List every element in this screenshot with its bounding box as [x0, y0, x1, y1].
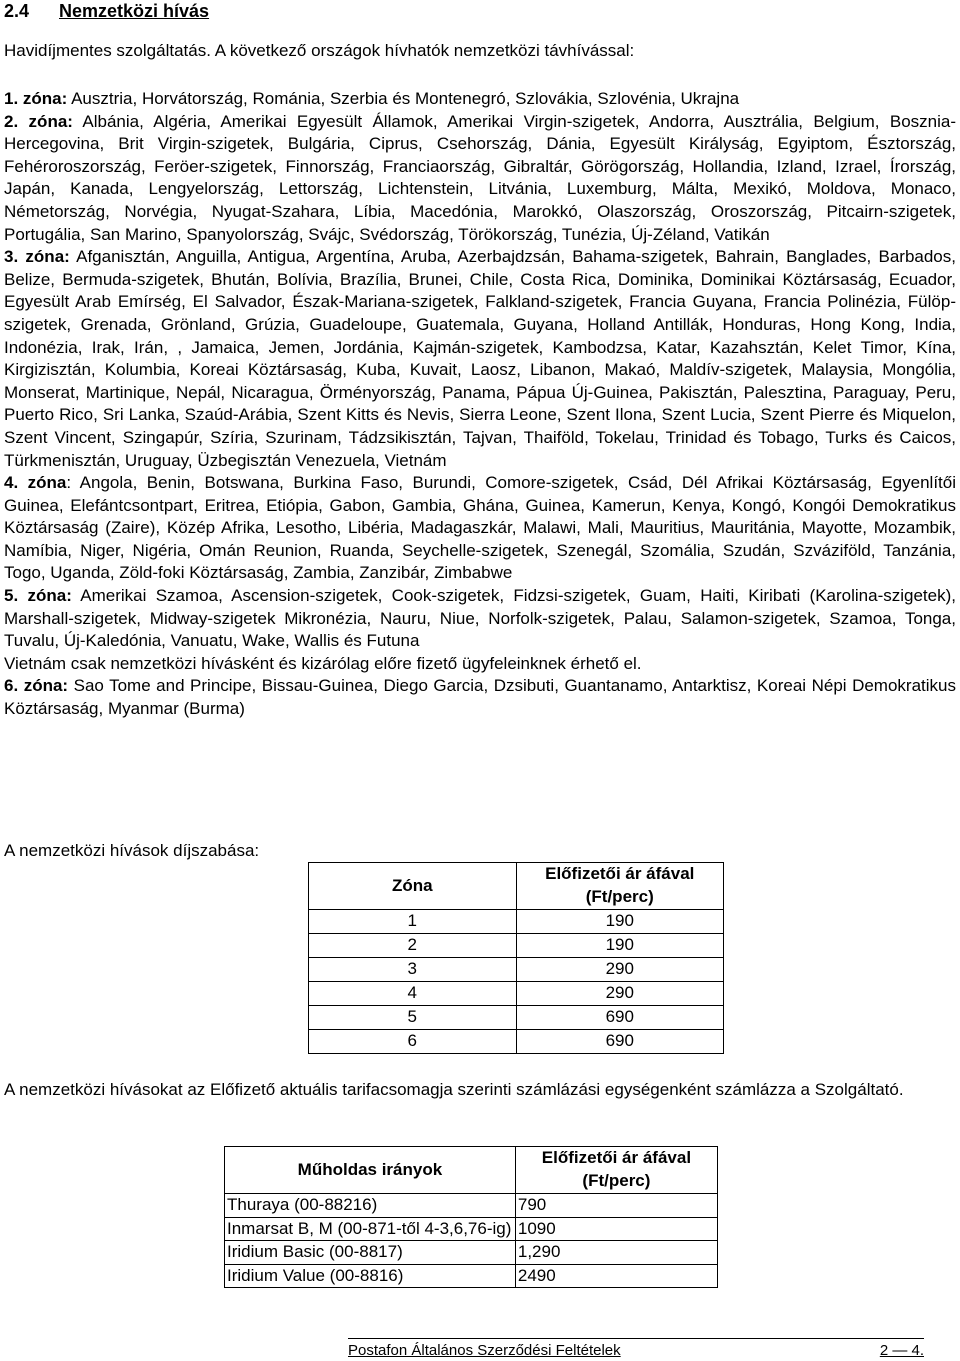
- zone-paragraph: [4, 675, 956, 720]
- zone-paragraph: [4, 472, 956, 585]
- zone-label: 6. zóna:: [4, 676, 69, 696]
- table-header: Zóna: [309, 863, 517, 910]
- table-cell: 690: [516, 1030, 724, 1054]
- zone-list: [4, 88, 956, 721]
- table-cell: 2490: [515, 1264, 717, 1288]
- table-row: [225, 1217, 718, 1241]
- table-row: [225, 1264, 718, 1288]
- footer-page-number: 2 — 4.: [879, 1342, 924, 1359]
- table-header-row: [225, 1147, 718, 1194]
- table-cell: 690: [516, 1006, 724, 1030]
- table-cell: 290: [516, 958, 724, 982]
- table-header: Előfizetői ár áfával (Ft/perc): [515, 1147, 717, 1194]
- table-row: [309, 910, 724, 934]
- zone-countries: Afganisztán, Anguilla, Antigua, Argentína, Aruba, Azerbajdzsán, Bahama-szigetek, Bahrain, Banglades, Barbados, Belize, Bermuda-szigetek, Bhután, Bolívia, Brazília, Brunei, Chile, Costa Rica, Dominika, Dominikai Köztársaság, Ecuador, Egyesült Arab Emírség, El Salvador, Észak-Mariana-szigetek, Falkland-szigetek, Francia Guyana, Francia Polinézia, Fülöp-szigetek, Grenada, Grönland, Grúzia, Guadeloupe, Guatemala, Guyana, Holland Antillák, Honduras, Hong Kong, India, Indonézia, Irak, Irán, , Jamaica, Jemen, Jordánia, Kajmán-szigetek, Kambodzsa, Katar, Kazahsztán, Kelet Timor, Kína, Kirgizisztán, Kolumbia, Koreai Köztársaság, Kuba, Kuvait, Laosz, Libanon, Makaó, Maldív-szigetek, Malaysia, Mongólia, Monserat, Martinique, Nepál, Nicaragua, Örményország, Panama, Pápua Új-Guinea, Pakisztán, Palesztina, Paraguay, Peru, Puerto Rico, Sri Lanka, Szaúd-Arábia, Szent Kitts és Nevis, Sierra Leone, Szent Ilona, Szent Lucia, Szent Pierre és Miquelon, Szent Vincent, Szingapúr, Szíria, Szurinam, Tádzsikisztán, Tajvan, Thaiföld, Tokelau, Trinidad és Tobago, Turks és Caicos, Türkmenisztán, Uruguay, Üzbegisztán Venezuela, Vietnám: [4, 247, 956, 470]
- zone-countries: Sao Tome and Principe, Bissau-Guinea, Diego Garcia, Dzsibuti, Guantanamo, Antarktisz, Koreai Népi Demokratikus Köztársaság, Myanmar (Burma): [4, 676, 956, 719]
- zone-paragraph: [4, 111, 956, 247]
- table-row: [309, 1030, 724, 1054]
- table-cell: Iridium Basic (00-8817): [225, 1241, 516, 1265]
- table-cell: 190: [516, 934, 724, 958]
- table-row: [309, 958, 724, 982]
- table-row: [309, 1006, 724, 1030]
- zone-paragraph: [4, 246, 956, 472]
- table-cell: 790: [515, 1194, 717, 1218]
- zone-countries: Albánia, Algéria, Amerikai Egyesült Államok, Amerikai Virgin-szigetek, Andorra, Ausztrália, Belgium, Bosznia-Hercegovina, Brit Virgin-szigetek, Bulgária, Ciprus, Csehország, Dánia, Egyesült Királyság, Egyiptom, Észtország, Fehéroroszország, Feröer-szigetek, Finnország, Franciaország, Gibraltár, Görögország, Hollandia, Izland, Izrael, Írország, Japán, Kanada, Lengyelország, Lettország, Lichtenstein, Litvánia, Luxemburg, Málta, Mexikó, Moldova, Monaco, Németország, Norvégia, Nyugat-Szahara, Líbia, Macedónia, Marokkó, Olaszország, Oroszország, Pitcairn-szigetek, Portugália, San Marino, Spanyolország, Svájc, Svédország, Törökország, Tunézia, Új-Zéland, Vatikán: [4, 111, 956, 244]
- table-cell: 2: [309, 934, 517, 958]
- pricing-label: A nemzetközi hívások díjszabása:: [4, 841, 260, 860]
- zone-paragraph: [4, 88, 956, 111]
- table-cell: Thuraya (00-88216): [225, 1194, 516, 1218]
- table-header-row: [309, 863, 724, 910]
- zone-label: 1. zóna:: [4, 89, 68, 108]
- table-row: [309, 934, 724, 958]
- zone-countries: : Angola, Benin, Botswana, Burkina Faso, Burundi, Comore-szigetek, Csád, Dél Afrikai Köztársaság, Egyenlítői Guinea, Elefántcsontpart, Eritrea, Etiópia, Gabon, Gambia, Ghána, Guinea, Kamerun, Kenya, Kongó, Kongói Demokratikus Köztársaság (Zaire), Közép Afrika, Lesotho, Libéria, Madagaszkár, Malawi, Mali, Mauritius, Mauritánia, Mayotte, Mozambik, Namíbia, Niger, Nigéria, Omán Reunion, Ruanda, Seychelle-szigetek, Szenegál, Szomália, Szudán, Szváziföld, Tanzánia, Togo, Uganda, Zöld-foki Köztársaság, Zambia, Zanzibár, Zimbabwe: [4, 473, 956, 583]
- billing-note: A nemzetközi hívásokat az Előfizető aktuális tarifacsomagja szerinti számlázási egységenként számlázza a Szolgáltató.: [4, 1080, 904, 1099]
- zone-label: 5. zóna:: [4, 586, 72, 606]
- table-cell: Inmarsat B, M (00-871-től 4-3,6,76-ig): [225, 1217, 516, 1241]
- page-footer: [348, 1338, 924, 1359]
- table-cell: 4: [309, 982, 517, 1006]
- section-heading: [4, 0, 209, 23]
- table-cell: 190: [516, 910, 724, 934]
- table-header: Előfizetői ár áfával (Ft/perc): [516, 863, 724, 910]
- footer-document-title: Postafon Általános Szerződési Feltételek: [348, 1342, 621, 1359]
- section-number: 2.4: [4, 1, 30, 21]
- zone-label: 3. zóna:: [4, 247, 70, 267]
- table-row: [225, 1241, 718, 1265]
- table-cell: 5: [309, 1006, 517, 1030]
- table-cell: 290: [516, 982, 724, 1006]
- zone-label: 4. zóna: [4, 473, 67, 493]
- section-title: Nemzetközi hívás: [59, 1, 210, 21]
- vietnam-note: Vietnám csak nemzetközi hívásként és kizárólag előre fizető ügyfeleinknek érhető el.: [4, 653, 642, 673]
- zone-label: 2. zóna:: [4, 111, 73, 131]
- table-cell: 6: [309, 1030, 517, 1054]
- table-row: [309, 982, 724, 1006]
- intro-text: Havidíjmentes szolgáltatás. A következő országok hívhatók nemzetközi távhívással:: [4, 41, 635, 60]
- table-cell: 1090: [515, 1217, 717, 1241]
- zone-countries: Amerikai Szamoa, Ascension-szigetek, Cook-szigetek, Fidzsi-szigetek, Guam, Haiti, Kiribati (Karolina-szigetek), Marshall-szigetek, Midway-szigetek Mikronézia, Nauru, Niue, Norfolk-szigetek, Palau, Salamon-szigetek, Szamoa, Tonga, Tuvalu, Új-Kaledónia, Vanuatu, Wake, Wallis és Futuna: [4, 586, 956, 651]
- table-row: [225, 1194, 718, 1218]
- satellite-price-table: [224, 1146, 718, 1288]
- table-cell: 1: [309, 910, 517, 934]
- zone-countries: Ausztria, Horvátország, Románia, Szerbia és Montenegró, Szlovákia, Szlovénia, Ukrajna: [67, 89, 740, 108]
- table-header: Műholdas irányok: [225, 1147, 516, 1194]
- zone-price-table: [308, 862, 724, 1054]
- table-cell: Iridium Value (00-8816): [225, 1264, 516, 1288]
- zone-paragraph: [4, 585, 956, 653]
- table-cell: 1,290: [515, 1241, 717, 1265]
- table-cell: 3: [309, 958, 517, 982]
